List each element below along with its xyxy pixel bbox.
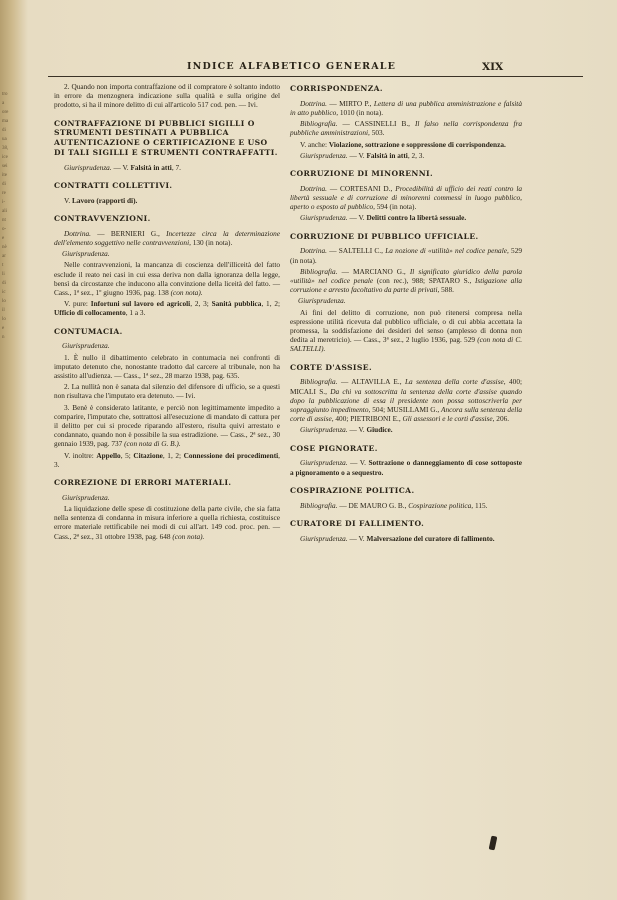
- case-entry: Nelle contravvenzioni, la mancanza di coscienza dell'illiceità del fatto esclude il reato nei casi in cui essa deriva non dalla ignoranza della legge, bensì da circostanze che inducono alla convinzione della liceità del fatto. — Cass., 1ª sez., 1º giugno 1936, pag. 138 (con nota).: [54, 260, 280, 298]
- margin-fragment: di: [2, 281, 6, 286]
- case-entry: 3. Benè è considerato latitante, e perciò non legittimamente impedito a comparire, l'imputato che, sottrattosi all'esecuzione di mandato di cattura per il delitto per cui si procede riparando all'estero, risulta quivi arrestato e condannato, quando non è possibile la sua estradizione. — Cass., 2ª sez., 30 gennaio 1939, pag. 737 (con nota di G. B.).: [54, 402, 280, 449]
- margin-fragment: ar: [2, 254, 6, 259]
- margin-fragment: e: [2, 236, 5, 241]
- doctrine-entry: Dottrina. — MIRTO P., Lettera di una pubblica amministrazione e falsità in atto pubblico, 1010 (in nota).: [290, 98, 522, 117]
- margin-fragment: ic: [2, 290, 6, 295]
- left-column: [54, 82, 280, 543]
- entry-heading: CONTRAFFAZIONE DI PUBBLICI SIGILLI O STRUMENTI DESTINATI A PUBBLICA AUTENTICAZIONE O CERTIFICAZIONE E USO DI TALI SIGILLI E STRUMENTI CONTRAFFATTI.: [54, 118, 278, 157]
- doctrine-entry: Dottrina. — BERNIERI G., Incertezze circa la determinazione dell'elemento soggettivo nelle contravvenzioni, 130 (in nota).: [54, 228, 280, 247]
- entry-ref: Giurisprudenza. — V. Sottrazione o danneggiamento di cose sottoposte a pignoramento o a sequestro.: [290, 458, 522, 477]
- margin-fragment: ite: [2, 173, 7, 178]
- margin-fragment: lo: [2, 317, 6, 322]
- margin-fragment: sei: [2, 164, 8, 169]
- see-also: V. inoltre: Appello, 5; Citazione, 1, 2; Connessione dei procedimenti, 3.: [54, 450, 280, 469]
- margin-scraps: [2, 90, 16, 342]
- margin-fragment: e: [2, 326, 5, 331]
- case-entry: La liquidazione delle spese di costituzione della parte civile, che sia fatta nella sentenza di condanna in misura inferiore a quella richiesta, costituisce errore materiale rettificabile nei modi di cui all'art. 149 cod. proc. pen. — Cass., 2ª sez., 31 ottobre 1938, pag. 648 (con nota).: [54, 504, 280, 541]
- subsection-label: Giurisprudenza.: [62, 249, 110, 259]
- entry-heading: CONTRATTI COLLETTIVI.: [54, 181, 173, 190]
- margin-fragment: tro: [2, 92, 8, 97]
- margin-fragment: re: [2, 191, 6, 196]
- pencil-mark: [489, 836, 498, 851]
- case-entry: Ai fini del delitto di corruzione, non può ritenersi compresa nella espressione utilità ricevuta dal pubblico ufficiale, o di cui abbia accettata la promessa, la soddisfazione dei desideri del senso (amplesso di donna non dedita al meretricio). — Cass., 3ª sez., 2 luglio 1936, pag. 529 (con nota di C. SALTELLI).: [290, 307, 523, 354]
- margin-fragment: t: [2, 263, 4, 268]
- margin-fragment: li: [2, 272, 5, 277]
- entry-ref: Giurisprudenza. — V. Falsità in atti, 2, 3.: [300, 150, 425, 160]
- margin-fragment: lo: [2, 299, 6, 304]
- page-header: [0, 61, 617, 75]
- margin-fragment: di: [2, 182, 6, 187]
- subsection-label: Giurisprudenza.: [62, 341, 110, 351]
- doctrine-entry: Dottrina. — CORTESANI D., Procedibilità di ufficio dei reati contro la libertà sessuale e di corruzione di minorenni commessi in luogo pubblico, aperto o esposto al pubblico, 594 (in nota).: [290, 183, 522, 212]
- entry-heading: CORRISPONDENZA.: [290, 84, 383, 93]
- margin-fragment: 38,: [2, 146, 9, 151]
- paragraph: 2. Quando non importa contraffazione od il compratore è soltanto indotto in errore da menzognera indicazione sulla qualità e sulla origine del prodotto, si ha il minore delitto di cui all'articolo 517 cod. pen. — Ivi.: [54, 82, 280, 110]
- margin-fragment: ali: [2, 209, 7, 214]
- entry-ref: Giurisprudenza. — V. Giudice.: [300, 425, 393, 435]
- running-title: INDICE ALFABETICO GENERALE: [187, 61, 397, 72]
- subsection-label: Giurisprudenza.: [62, 492, 110, 502]
- entry-ref: Giurisprudenza. — V. Falsità in atti, 7.: [64, 162, 181, 172]
- entry-heading: COSE PIGNORATE.: [290, 443, 378, 453]
- bibliography-entry: Bibliografia. — ALTAVILLA E., La sentenza della corte d'assise, 400; MICALI S., Da chi va sottoscritta la sentenza della corte d'assise quando dopo la pubblicazione di essa il presidente non possa sottoscriverla per sopraggiunto impedimento, 504; MUSILLAMI G., Ancora sulla sentenza della corte di assise, 400; PIETRIBONI E., Gli assessori e le corti d'assise, 206.: [290, 377, 523, 424]
- entry-ref: Giurisprudenza. — V. Delitti contro la libertà sessuale.: [300, 213, 467, 223]
- entry-heading: CORRUZIONE DI MINORENNI.: [290, 169, 434, 179]
- entry-heading: CORREZIONE DI ERRORI MATERIALI.: [54, 478, 232, 488]
- margin-fragment: ua: [2, 137, 7, 142]
- entry-heading: CONTRAVVENZIONI.: [54, 214, 151, 223]
- margin-fragment: o-: [2, 227, 7, 232]
- see-also: V. pure: Infortuni sul lavoro ed agricoli, 2, 3; Sanità pubblica, 1, 2; Ufficio di collocamento, 1 a 3.: [54, 299, 281, 318]
- margin-fragment: nt: [2, 218, 6, 223]
- entry-heading: CONTUMACIA.: [54, 326, 123, 336]
- margin-fragment: di: [2, 128, 6, 133]
- margin-fragment: ice: [2, 155, 8, 160]
- entry-heading: CORTE D'ASSISE.: [290, 362, 372, 372]
- right-column: [290, 82, 522, 545]
- case-entry: 2. La nullità non è sanata dal silenzio del difensore di ufficio, se a questi non risultava che l'imputato era detenuto. — Ivi.: [54, 382, 280, 401]
- margin-fragment: ma: [2, 119, 9, 124]
- entry-ref: V. Lavoro (rapporti di).: [64, 195, 138, 205]
- bibliography-entry: Bibliografia. — CASSINELLI B., Il falso nella corrispondenza fra pubbliche amministrazioni, 503.: [290, 119, 522, 138]
- entry-heading: CURATORE DI FALLIMENTO.: [290, 518, 425, 528]
- margin-fragment: il: [2, 308, 5, 313]
- margin-fragment: ore: [2, 110, 9, 115]
- bibliography-entry: Bibliografia. — MARCIANO G., Il significato giuridico della parola «utilità» nel codice penale (con rec.), 988; SPATARO S., Istigazione alla corruzione e arresto facoltativo da parte di privati, 588.: [290, 266, 523, 295]
- page-number: XIX: [482, 61, 504, 73]
- margin-fragment: n: [2, 335, 5, 340]
- entry-heading: CORRUZIONE DI PUBBLICO UFFICIALE.: [290, 231, 479, 241]
- margin-fragment: i-: [2, 200, 6, 205]
- case-entry: 1. È nullo il dibattimento celebrato in contumacia nei confronti di imputato detenuto che, nonostante tradotto dal carcere al tribunale, non ha assistito all'udienza. — Cass., 1ª sez., 28 marzo 1938, pag. 635.: [54, 352, 280, 381]
- entry-heading: COSPIRAZIONE POLITICA.: [290, 485, 415, 495]
- header-rule: [48, 76, 583, 77]
- subsection-label: Giurisprudenza.: [298, 296, 346, 306]
- entry-ref: Giurisprudenza. — V. Malversazione del curatore di fallimento.: [300, 533, 495, 543]
- margin-fragment: nè: [2, 245, 7, 250]
- doctrine-entry: Dottrina. — SALTELLI C., La nozione di «utilità» nel codice penale, 529 (in nota).: [290, 246, 522, 265]
- margin-fragment: a: [2, 101, 5, 106]
- bibliography-entry: Bibliografia. — DE MAURO G. B., Cospirazione politica, 115.: [300, 500, 488, 510]
- see-also: V. anche: Violazione, sottrazione e soppressione di corrispondenza.: [300, 139, 506, 149]
